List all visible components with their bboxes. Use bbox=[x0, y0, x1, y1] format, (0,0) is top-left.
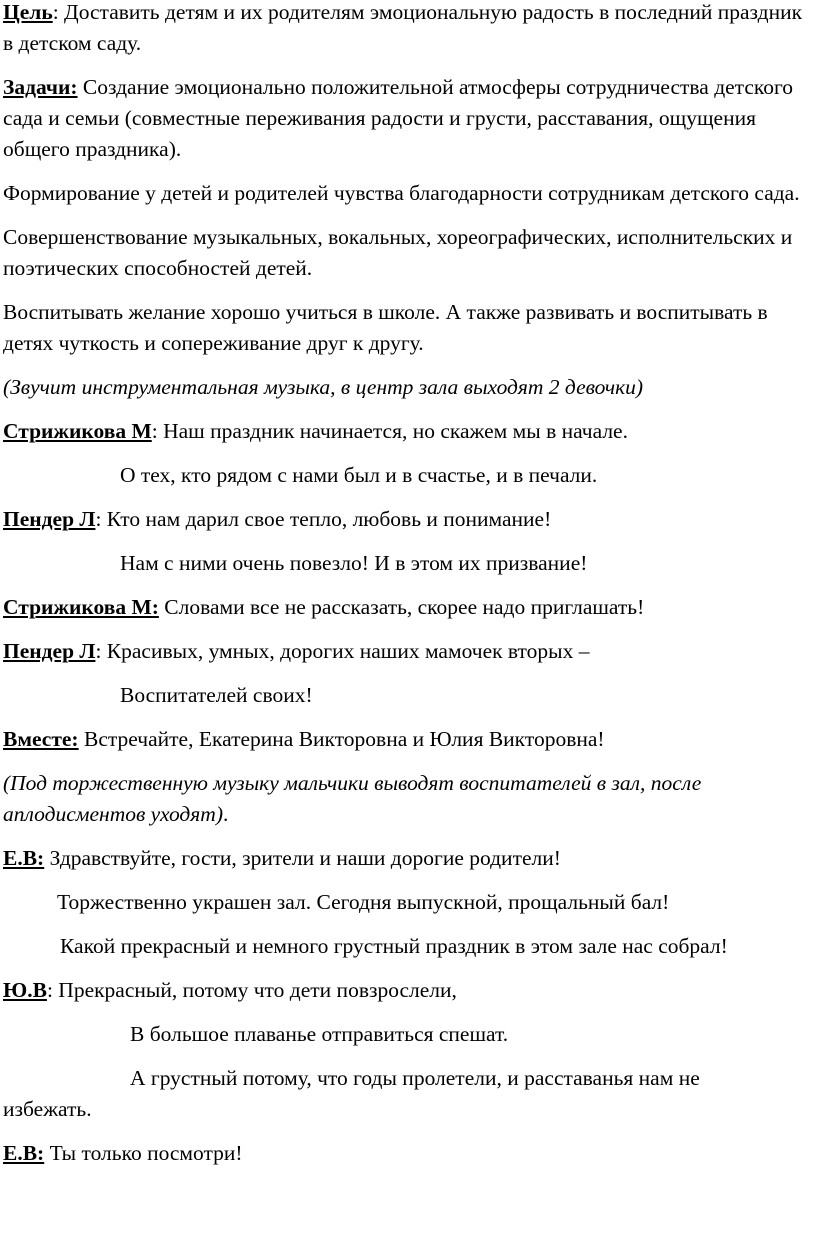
dialogue-continuation: Воспитателей своих! bbox=[120, 683, 313, 707]
dialogue-continuation: Какой прекрасный и немного грустный праздник в этом зале нас собрал! bbox=[60, 934, 728, 958]
dialogue-line bbox=[3, 504, 814, 535]
dialogue-continuation: Нам с ними очень повезло! И в этом их призвание! bbox=[120, 551, 588, 575]
speaker-name: Пендер Л bbox=[3, 639, 96, 663]
task-paragraph-4: Воспитывать желание хорошо учиться в школе. А также развивать и воспитывать в детях чуткость и сопереживание друг к другу. bbox=[3, 300, 768, 355]
speaker-name: Пендер Л bbox=[3, 507, 96, 531]
dialogue-line bbox=[3, 416, 814, 447]
dialogue-text: : Кто нам дарил свое тепло, любовь и понимание! bbox=[95, 507, 552, 531]
wrapped-rest: избежать. bbox=[3, 1097, 92, 1121]
speaker-name: Е.В: bbox=[3, 1141, 45, 1165]
speaker-name: Вместе: bbox=[3, 727, 79, 751]
goal-text: : Доставить детям и их родителям эмоциональную радость в последний праздник в детском саду. bbox=[3, 0, 803, 55]
stage-direction-2 bbox=[3, 768, 814, 830]
tasks-label: Задачи: bbox=[3, 75, 78, 99]
dialogue-line bbox=[3, 1138, 814, 1169]
goal-label: Цель bbox=[3, 0, 53, 24]
dialogue-line bbox=[3, 843, 814, 874]
dialogue-text: : Наш праздник начинается, но скажем мы в начале. bbox=[151, 419, 628, 443]
dialogue-line bbox=[3, 636, 814, 667]
task-paragraph-3: Совершенствование музыкальных, вокальных, хореографических, исполнительских и поэтических способностей детей. bbox=[3, 225, 793, 280]
dialogue-continuation: О тех, кто рядом с нами был и в счастье, и в печали. bbox=[120, 463, 598, 487]
speaker-name: Стрижикова М: bbox=[3, 595, 159, 619]
dialogue-text: Словами все не рассказать, скорее надо приглашать! bbox=[158, 595, 645, 619]
speaker-name: Стрижикова М bbox=[3, 419, 152, 443]
stage-direction-text: (Под торжественную музыку мальчики выводят воспитателей в зал, после аплодисментов уходят) bbox=[3, 771, 702, 826]
dialogue-text: Ты только посмотри! bbox=[44, 1141, 243, 1165]
speaker-name: Е.В: bbox=[3, 846, 45, 870]
task-paragraph-2: Формирование у детей и родителей чувства благодарности сотрудникам детского сада. bbox=[3, 181, 800, 205]
dialogue-text: Встречайте, Екатерина Викторовна и Юлия Викторовна! bbox=[78, 727, 605, 751]
speaker-name: Ю.В bbox=[3, 978, 47, 1002]
dialogue-text: : Красивых, умных, дорогих наших мамочек вторых – bbox=[95, 639, 590, 663]
stage-direction-1: (Звучит инструментальная музыка, в центр зала выходят 2 девочки) bbox=[3, 375, 644, 399]
dialogue-continuation: Торжественно украшен зал. Сегодня выпускной, прощальный бал! bbox=[57, 890, 670, 914]
goal-paragraph bbox=[3, 0, 814, 59]
tasks-text: Создание эмоционально положительной атмосферы сотрудничества детского сада и семьи (совместные переживания радости и грусти, расставания, ощущения общего праздника). bbox=[3, 75, 794, 161]
dialogue-line bbox=[3, 724, 814, 755]
dialogue-continuation: В большое плаванье отправиться спешат. bbox=[130, 1022, 509, 1046]
dialogue-text: : Прекрасный, потому что дети повзрослели, bbox=[46, 978, 457, 1002]
wrapped-first-line: А грустный потому, что годы пролетели, и расставанья нам не bbox=[130, 1066, 700, 1090]
dialogue-line bbox=[3, 592, 814, 623]
tasks-paragraph bbox=[3, 72, 814, 165]
dialogue-continuation-wrapped bbox=[3, 1063, 814, 1125]
stage-direction-period: . bbox=[222, 802, 229, 826]
dialogue-text: Здравствуйте, гости, зрители и наши дорогие родители! bbox=[44, 846, 561, 870]
dialogue-line bbox=[3, 975, 814, 1006]
